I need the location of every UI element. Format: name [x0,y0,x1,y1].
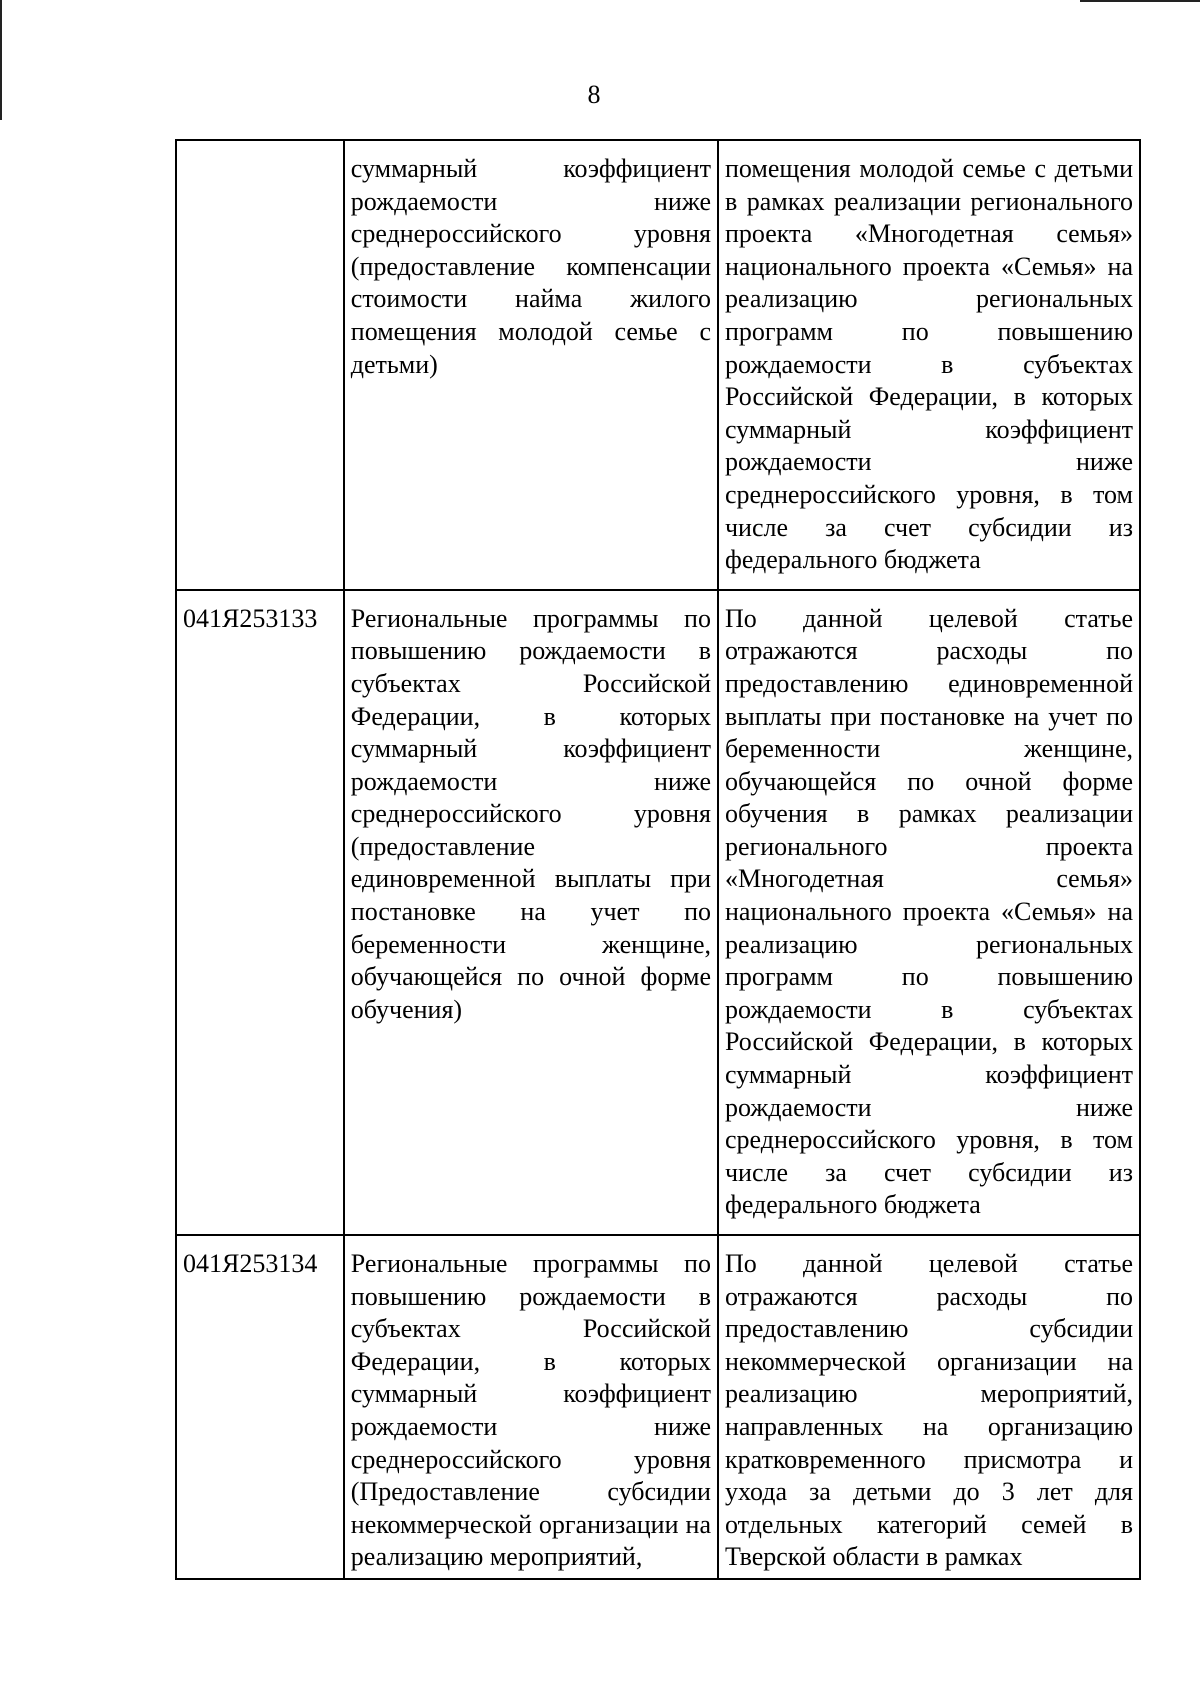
table-cell-name: Региональные программы по повышению рождаемости в субъектах Российской Федерации, в которых суммарный коэффициент рождаемости ниже среднероссийского уровня (предоставление единовременной выплаты при постановке на учет по беременности женщине, обучающейся по очной форме обучения) [344,590,718,1235]
table-cell-description: помещения молодой семье с детьми в рамках реализации регионального проекта «Многодетная семья» национального проекта «Семья» на реализацию региональных программ по повышению рождаемости в субъектах Российской Федерации, в которых суммарный коэффициент рождаемости ниже среднероссийского уровня, в том числе за счет субсидии из федерального бюджета [718,140,1140,590]
table-cell-description: По данной целевой статье отражаются расходы по предоставлению единовременной выплаты при постановке на учет по беременности женщине, обучающейся по очной форме обучения в рамках реализации регионального проекта «Многодетная семья» национального проекта «Семья» на реализацию региональных программ по повышению рождаемости в субъектах Российской Федерации, в которых суммарный коэффициент рождаемости ниже среднероссийского уровня, в том числе за счет субсидии из федерального бюджета [718,590,1140,1235]
table-row [176,1235,1140,1579]
table-cell-name: Региональные программы по повышению рождаемости в субъектах Российской Федерации, в которых суммарный коэффициент рождаемости ниже среднероссийского уровня (Предоставление субсидии некоммерческой организации на реализацию мероприятий, [344,1235,718,1579]
table-row [176,590,1140,1235]
table-cell-code: 041Я253133 [176,590,344,1235]
page-number: 8 [587,80,601,109]
budget-classification-table [175,139,1141,1580]
table-cell-description: По данной целевой статье отражаются расходы по предоставлению субсидии некоммерческой организации на реализацию мероприятий, направленных на организацию кратковременного присмотра и ухода за детьми до 3 лет для отдельных категорий семей в Тверской области в рамках [718,1235,1140,1579]
table-cell-code [176,140,344,590]
table-row [176,140,1140,590]
table-cell-name: суммарный коэффициент рождаемости ниже среднероссийского уровня (предоставление компенсации стоимости найма жилого помещения молодой семье с детьми) [344,140,718,590]
table-cell-code: 041Я253134 [176,1235,344,1579]
scan-top-edge [1080,0,1200,2]
